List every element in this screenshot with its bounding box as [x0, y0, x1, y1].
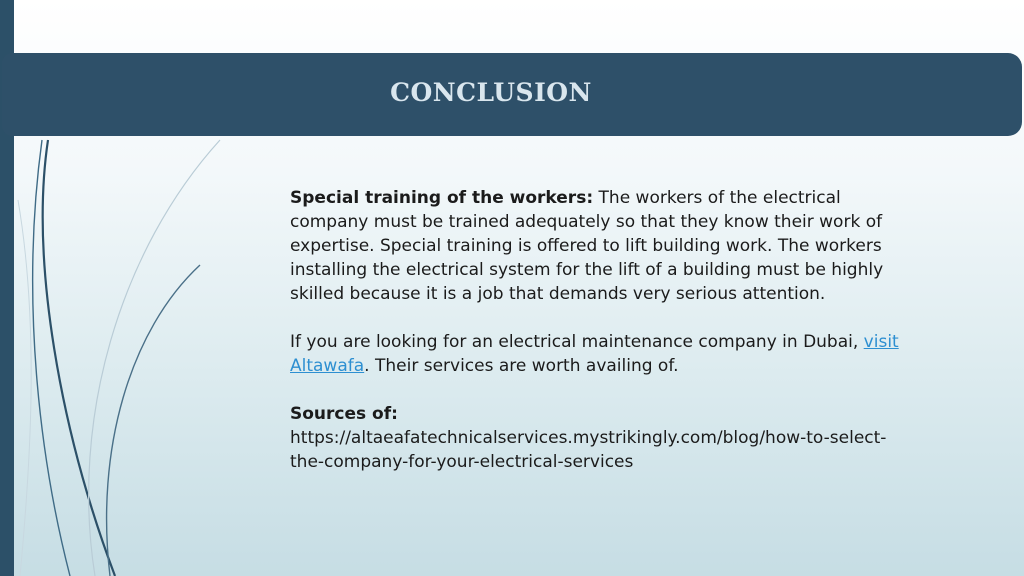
swoosh-line-faint: [18, 200, 31, 576]
visit-altawafa-link[interactable]: visit Altawafa: [290, 332, 899, 376]
sources-url: https://altaeafatechnicalservices.mystrikingly.com/blog/how-to-select-the-company-for-your-electrical-services: [290, 428, 887, 472]
training-paragraph: [290, 186, 920, 306]
swoosh-line-dark: [43, 140, 115, 576]
training-body: The workers of the electrical company must be trained adequately so that they know their work of expertise. Special training is offered to lift building work. The workers installing the electrical system for the lift of a building must be highly skilled because it is a job that demands very serious attention.: [290, 188, 884, 304]
maintenance-text-before: If you are looking for an electrical maintenance company in Dubai,: [290, 332, 864, 352]
training-lead: Special training of the workers:: [290, 188, 594, 208]
swoosh-line-light-a: [89, 140, 220, 576]
sources-heading: Sources of:: [290, 404, 398, 424]
maintenance-text-after: . Their services are worth availing of.: [364, 356, 679, 376]
page-title: CONCLUSION: [390, 78, 592, 107]
swoosh-line-light-b: [107, 265, 200, 576]
swoosh-line-mid: [33, 140, 70, 576]
maintenance-paragraph: [290, 330, 920, 378]
slide-content: [290, 186, 920, 474]
